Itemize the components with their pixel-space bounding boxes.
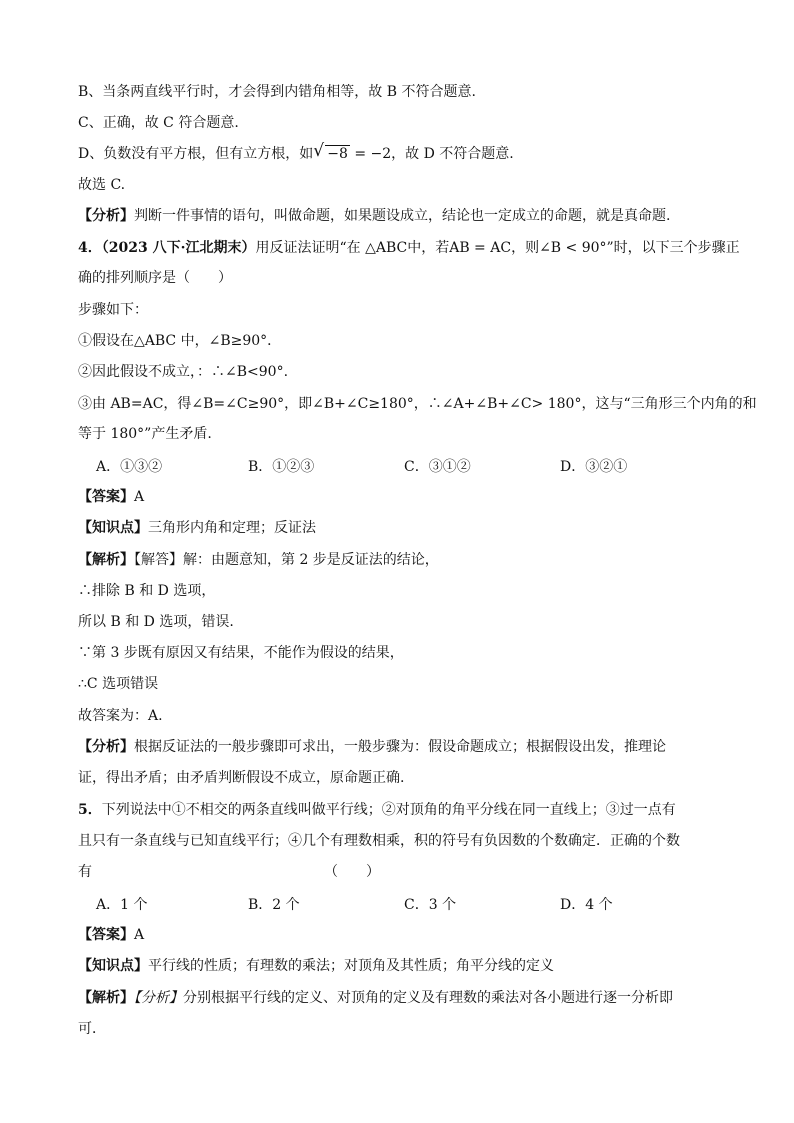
- answer-tag: 【答案】: [78, 489, 134, 505]
- prev-analysis: [78, 206, 734, 226]
- analysis-tag: 【分析】: [78, 208, 134, 224]
- q4-option-c: C．③①②: [404, 459, 471, 475]
- prev-option-b: B、当条两直线平行时，才会得到内错角相等，故 B 不符合题意.: [78, 84, 476, 100]
- solution-tag: 【解析】: [78, 552, 134, 568]
- q5-option-b: B．2 个: [248, 897, 300, 913]
- q4-stem: 用反证法证明“在 △ABC中，若AB = AC，则∠B < 90°”时，以下三个步骤正: [255, 240, 740, 256]
- q5-option-a: A．1 个: [96, 897, 148, 913]
- root-result: = −2: [349, 146, 392, 162]
- q4-solution-1: [78, 550, 734, 570]
- knowledge-tag: 【知识点】: [78, 958, 148, 974]
- q4-knowledge: [78, 518, 734, 538]
- q4-solution-5: ∴C 选项错误: [78, 676, 159, 692]
- solution-subtag: 【解答】: [134, 552, 183, 568]
- q4-step-2: ②因此假设不成立，：∴∠B<90°.: [78, 364, 289, 380]
- q4-step-1: ①假设在△ABC 中，∠B≥90°．: [78, 333, 282, 349]
- solution-text: 解：由题意知，第 2 步是反证法的结论，: [183, 552, 439, 568]
- q4-solution-6: 故答案为：A.: [78, 708, 163, 724]
- analysis-text: 根据反证法的一般步骤即可求出，一般步骤为：假设命题成立；根据假设出发，推理论: [134, 739, 666, 755]
- q5-stem-line-1: [78, 800, 734, 820]
- q4-solution-4: ∵第 3 步既有原因又有结果，不能作为假设的结果，: [78, 645, 404, 661]
- q5-number: 5．: [78, 802, 102, 818]
- knowledge-text: 三角形内角和定理；反证法: [148, 520, 316, 536]
- answer-value: A: [134, 927, 145, 943]
- prev-option-d-text: D、负数没有平方根，但有立方根，如: [78, 146, 314, 162]
- answer-value: A: [134, 489, 145, 505]
- q4-analysis-1: [78, 737, 734, 757]
- q5-option-d: D．4 个: [560, 897, 613, 913]
- q4-solution-3: 所以 B 和 D 选项，错误.: [78, 614, 234, 630]
- q4-step-3a: ③由 AB=AC，得∠B=∠C≥90°，即∠B+∠C≥180°，∴∠A+∠B+∠C> 180°，这与“三角形三个内角的和: [78, 396, 757, 412]
- knowledge-text: 平行线的性质；有理数的乘法；对顶角及其性质；角平分线的定义: [148, 958, 554, 974]
- q4-stem-line-1: [78, 238, 740, 258]
- q5-answer: [78, 925, 734, 945]
- solution-text: 分别根据平行线的定义、对顶角的定义及有理数的乘法对各小题进行逐一分析即: [183, 990, 673, 1006]
- answer-tag: 【答案】: [78, 927, 134, 943]
- q5-stem: 下列说法中①不相交的两条直线叫做平行线；②对顶角的角平分线在同一直线上；③过一点有: [101, 802, 676, 818]
- q5-stem-end: 有: [78, 864, 92, 880]
- q4-option-b: B．①②③: [248, 459, 315, 475]
- radical-sign: √: [313, 141, 325, 161]
- q5-solution-1: [78, 988, 734, 1008]
- analysis-tag: 【分析】: [78, 739, 134, 755]
- q4-source: （2023 八下·江北期末）: [101, 240, 256, 256]
- q5-knowledge: [78, 956, 734, 976]
- prev-option-d-tail: ，故 D 不符合题意.: [391, 146, 514, 162]
- q4-solution-2: ∴排除 B 和 D 选项，: [78, 583, 216, 599]
- q4-number: 4．: [78, 240, 102, 256]
- q4-stem-line-2: 确的排列顺序是（ ）: [78, 270, 232, 286]
- q5-stem-line-2: 且只有一条直线与已知直线平行；④几个有理数相乘，积的符号有负因数的个数确定．正确的个数: [78, 833, 680, 849]
- q4-steps-title: 步骤如下：: [78, 302, 148, 318]
- analysis-text: 判断一件事情的语句，叫做命题，如果题设成立，结论也一定成立的命题，就是真命题.: [134, 208, 671, 224]
- q5-option-c: C．3 个: [404, 897, 457, 913]
- prev-option-d: [78, 141, 734, 164]
- q4-option-d: D．③②①: [560, 459, 628, 475]
- cube-root-expression: [313, 141, 350, 164]
- solution-tag: 【解析】: [78, 990, 134, 1006]
- q5-blank: （ ）: [324, 864, 380, 880]
- radicand: −8: [327, 146, 348, 162]
- knowledge-tag: 【知识点】: [78, 520, 148, 536]
- solution-subtag: 【分析】: [134, 990, 183, 1006]
- q5-stem-line-3: [78, 862, 734, 882]
- q4-analysis-2: 证，得出矛盾；由矛盾判断假设不成立，原命题正确.: [78, 770, 405, 786]
- q4-option-a: A．①③②: [96, 459, 163, 475]
- q5-solution-2: 可．: [78, 1021, 106, 1037]
- prev-choose: 故选 C.: [78, 177, 126, 193]
- q4-step-3b: 等于 180°”产生矛盾.: [78, 426, 212, 442]
- q4-answer: [78, 487, 734, 507]
- prev-option-c: C、正确，故 C 符合题意.: [78, 115, 239, 131]
